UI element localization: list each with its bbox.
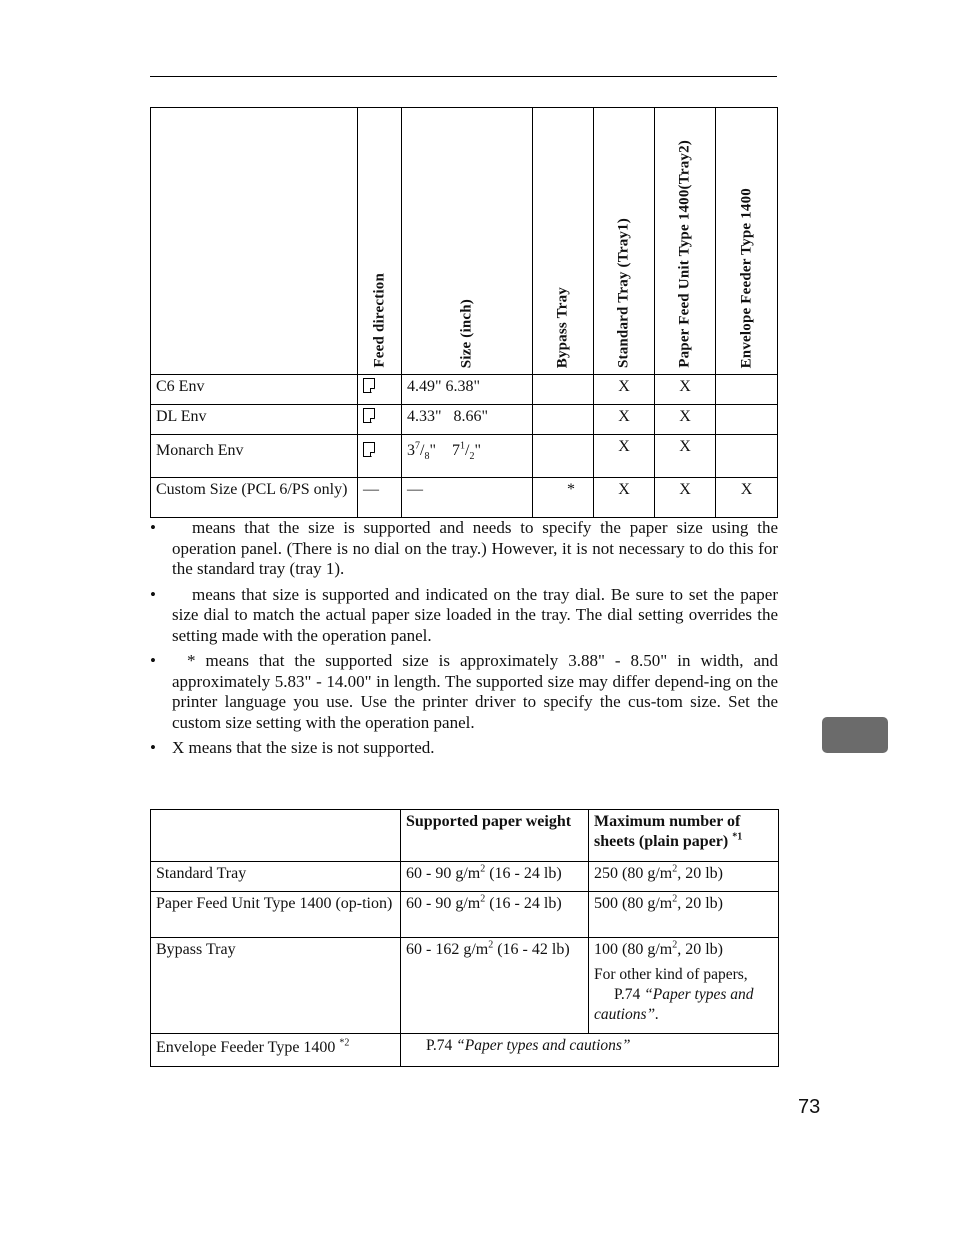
reference-title[interactable]: “Paper types and cautions” [456, 1037, 631, 1054]
footnote-marker: *2 [339, 1037, 350, 1049]
size-table-header-row [151, 108, 778, 375]
paper-name: DL Env [151, 405, 358, 435]
paper-name: Custom Size (PCL 6/PS only) [151, 478, 358, 518]
table-row [151, 405, 778, 435]
pfu-value: X [655, 435, 716, 478]
feed-cell [358, 375, 402, 405]
standard-value: X [594, 435, 655, 478]
paper-weight-table [150, 809, 779, 1067]
header-paper-feed-unit: Paper Feed Unit Type 1400(Tray2) [655, 108, 716, 375]
weight-value: 60 - 90 $g/m^2$ (16 - 24 lb) [401, 892, 589, 938]
table-row [151, 862, 779, 892]
size-value: — [402, 478, 533, 518]
feed-direction-icon [363, 408, 375, 423]
max-value: 500 (80 $g/m^2$, 20 lb) [589, 892, 779, 938]
max-value: 100 (80 $g/m^2$, 20 lb) For other kind of papers, P.74 “Paper types and cautions”. [589, 938, 779, 1034]
pfu-value: X [655, 478, 716, 518]
paper-name: Monarch Env [151, 435, 358, 478]
bullet: • [150, 738, 156, 757]
envelope-value: X [716, 478, 778, 518]
bullet: • [150, 518, 156, 537]
page-number: 73 [798, 1096, 821, 1118]
size-value: $3^7/_8$" $7^1/_2$" [402, 435, 533, 478]
size-value: 4.49" 6.38" [402, 375, 533, 405]
table-row [151, 938, 779, 1034]
tray-name: Envelope Feeder Type 1400 $^{*2}$ [151, 1034, 401, 1067]
standard-value: X [594, 375, 655, 405]
table-row [151, 375, 778, 405]
table-row [151, 1034, 779, 1067]
tray-name: Paper Feed Unit Type 1400 (op-tion) [151, 892, 401, 938]
reference-page[interactable]: P.74 [614, 986, 641, 1003]
feed-direction-icon [363, 442, 375, 457]
header-standard-tray: Standard Tray (Tray1) [594, 108, 655, 375]
envelope-value [716, 435, 778, 478]
table-row [151, 892, 779, 938]
note-item: • X means that the size is not supported. [150, 738, 435, 757]
table-row [151, 478, 778, 518]
chapter-tab [822, 717, 888, 753]
notes-list [150, 518, 778, 764]
paper-name: C6 Env [151, 375, 358, 405]
feed-cell [358, 405, 402, 435]
max-value: 250 (80 $g/m^2$, 20 lb) [589, 862, 779, 892]
bypass-value [533, 375, 594, 405]
feed-cell [358, 435, 402, 478]
table-row [151, 435, 778, 478]
standard-value: X [594, 478, 655, 518]
envelope-value [716, 375, 778, 405]
note-item: • means that size is supported and indicated on the tray dial. Be sure to set the paper size dial to match the actual paper size loaded in the tray. The dial setting overrides the setting made with the operation panel. [150, 584, 778, 645]
top-rule [150, 76, 777, 77]
footnote-marker: *1 [732, 831, 743, 843]
header-size-inch: Size (inch) [402, 108, 533, 375]
header-supported-weight: Supported paper weight [401, 810, 589, 862]
size-value: 4.33" 8.66" [402, 405, 533, 435]
feed-direction-icon [363, 378, 375, 393]
reference-title[interactable]: “Paper types and cautions”. [594, 986, 754, 1023]
standard-value: X [594, 405, 655, 435]
note-item: • means that the size is supported and needs to specify the paper size using the operation panel. (There is no dial on the tray.) However, it is not necessary to do this for the standard tray (tray 1). [150, 518, 778, 578]
weight-value: 60 - 90 $g/m^2$ (16 - 24 lb) [401, 862, 589, 892]
paper-size-table [150, 107, 778, 518]
header-blank [151, 810, 401, 862]
weight-value: 60 - 162 $g/m^2$ (16 - 42 lb) [401, 938, 589, 1034]
bypass-value [533, 435, 594, 478]
envelope-value [716, 405, 778, 435]
note-item: • * means that the supported size is approximately 3.88" - 8.50" in width, and approximately 5.83" - 14.00" in length. The supported size may differ depend-ing on the printer language you use. Use the printer driver to specify the cus-tom size. Set the custom size setting with the operation panel. [150, 651, 778, 732]
tray-name: Standard Tray [151, 862, 401, 892]
header-envelope-feeder: Envelope Feeder Type 1400 [716, 108, 778, 375]
header-feed-direction: Feed direction [358, 108, 402, 375]
header-bypass-tray: Bypass Tray [533, 108, 594, 375]
pfu-value: X [655, 405, 716, 435]
bullet: • [150, 584, 156, 604]
reference-note: For other kind of papers, P.74 “Paper types and cautions”. [594, 966, 754, 1023]
bullet: • [150, 651, 156, 670]
header-max-sheets: Maximum number of sheets (plain paper) $^{*1}$ [589, 810, 779, 862]
header-blank [151, 108, 358, 375]
weight-table-header-row [151, 810, 779, 862]
reference-page[interactable]: P.74 [426, 1037, 453, 1054]
pfu-value: X [655, 375, 716, 405]
bypass-value: * [533, 478, 594, 518]
tray-name: Bypass Tray [151, 938, 401, 1034]
feed-value: — [358, 478, 402, 518]
bypass-value [533, 405, 594, 435]
reference-cell [401, 1034, 779, 1067]
